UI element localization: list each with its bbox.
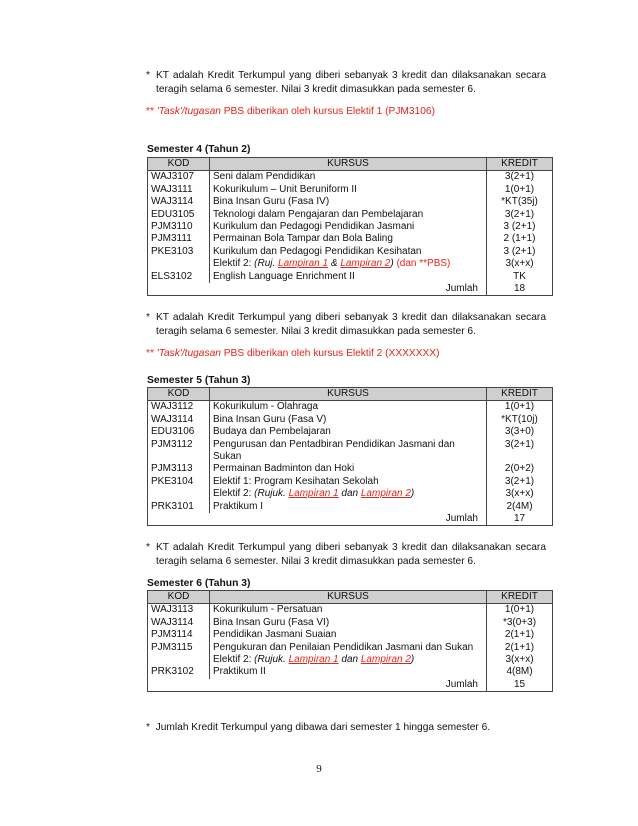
course-name: Pendidikan Jasmani Suaian [210, 629, 487, 641]
lampiran-2-link[interactable]: Lampiran 2 [360, 488, 411, 500]
table-row [148, 604, 553, 617]
note-star: * [146, 312, 150, 323]
table-header-row [148, 591, 553, 604]
course-code: PKE3104 [148, 476, 210, 488]
course-name: Kokurikulum - Persatuan [210, 604, 487, 617]
course-code [148, 654, 210, 666]
course-credit: 3(2+1) [487, 171, 553, 184]
total-row [148, 513, 553, 526]
course-credit: 1(0+1) [487, 604, 553, 617]
kt-note-2 [146, 311, 546, 339]
elective-prefix: Elektif 2: [213, 488, 255, 500]
total-value: 15 [487, 679, 553, 692]
course-code: PKE3103 [148, 246, 210, 258]
elective-reference: (Rujuk. Lampiran 1 dan Lampiran 2) [254, 488, 415, 500]
course-code [148, 488, 210, 500]
elective-name [210, 654, 487, 666]
course-name: Teknologi dalam Pengajaran dan Pembelajaran [210, 209, 487, 221]
semester-4-table [147, 157, 553, 296]
lampiran-2-link[interactable]: Lampiran 2 [360, 654, 411, 666]
pbs-task: 'Task'/tugasan [156, 106, 221, 117]
total-label: Jumlah [148, 513, 487, 526]
course-name: Praktikum I [210, 501, 487, 513]
col-kod: KOD [148, 388, 210, 401]
elective-reference: (Rujuk. Lampiran 1 dan Lampiran 2) [254, 654, 415, 666]
kt-note-text: KT adalah Kredit Terkumpul yang diberi sebanyak 3 kredit dan dilaksanakan secara teragih selama 6 semester. Nilai 3 kredit dimasukkan pada semester 6. [156, 542, 546, 567]
course-name: Bina Insan Guru (Fasa IV) [210, 196, 487, 208]
footnote-star: * [146, 722, 150, 733]
course-credit: 3(2+1) [487, 476, 553, 488]
course-code: WAJ3111 [148, 184, 210, 196]
course-credit: 3 (2+1) [487, 221, 553, 233]
pbs-label: (dan **PBS) [393, 258, 451, 270]
footnote-text: Jumlah Kredit Terkumpul yang dibawa dari semester 1 hingga semester 6. [155, 722, 491, 733]
course-code: PJM3110 [148, 221, 210, 233]
elective-row [148, 654, 553, 666]
course-name: Permainan Bola Tampar dan Bola Baling [210, 233, 487, 245]
elective-credit: 3(x+x) [487, 488, 553, 500]
course-credit: 1(0+1) [487, 184, 553, 196]
course-name: Elektif 1: Program Kesihatan Sekolah [210, 476, 487, 488]
course-credit: 3(2+1) [487, 209, 553, 221]
col-kredit: KREDIT [487, 388, 553, 401]
course-code: WAJ3114 [148, 196, 210, 208]
footnote [146, 722, 490, 733]
table-row [148, 629, 553, 641]
kt-note-1 [146, 69, 546, 97]
kt-note-text: KT adalah Kredit Terkumpul yang diberi sebanyak 3 kredit dan dilaksanakan secara teragih selama 6 semester. Nilai 3 kredit dimasukkan pada semester 6. [156, 70, 546, 95]
course-credit: 1(0+1) [487, 401, 553, 414]
course-name: English Language Enrichment II [210, 271, 487, 283]
course-code: WAJ3113 [148, 604, 210, 617]
total-value: 17 [487, 513, 553, 526]
pbs-note-1 [146, 106, 435, 117]
course-code: EDU3105 [148, 209, 210, 221]
course-credit: 2(1+1) [487, 642, 553, 654]
course-code: WAJ3114 [148, 414, 210, 426]
course-name: Permainan Badminton dan Hoki [210, 463, 487, 475]
kt-note-text: KT adalah Kredit Terkumpul yang diberi sebanyak 3 kredit dan dilaksanakan secara teragih selama 6 semester. Nilai 3 kredit dimasukkan pada semester 6. [156, 312, 546, 337]
elective-name [210, 488, 487, 500]
semester-5-title: Semester 5 (Tahun 3) [147, 375, 251, 386]
pbs-note-2 [146, 348, 439, 359]
course-credit: 4(8M) [487, 666, 553, 678]
course-code: ELS3102 [148, 271, 210, 283]
col-kredit: KREDIT [487, 158, 553, 171]
elective-credit: 3(x+x) [487, 258, 553, 270]
table-row [148, 414, 553, 426]
elective-credit: 3(x+x) [487, 654, 553, 666]
course-name: Bina Insan Guru (Fasa V) [210, 414, 487, 426]
course-name: Seni dalam Pendidikan [210, 171, 487, 184]
table-row [148, 439, 553, 464]
table-row [148, 233, 553, 245]
table-row [148, 246, 553, 258]
total-value: 18 [487, 283, 553, 296]
elective-reference: (Ruj. Lampiran 1 & Lampiran 2) [254, 258, 394, 270]
elective-name [210, 258, 487, 270]
table-row [148, 171, 553, 184]
course-credit: 2 (1+1) [487, 233, 553, 245]
elective-prefix: Elektif 2: [213, 654, 255, 666]
course-code: PJM3111 [148, 233, 210, 245]
kt-note-3 [146, 541, 546, 569]
elective-prefix: Elektif 2: [213, 258, 255, 270]
pbs-task: 'Task'/tugasan [156, 348, 221, 359]
col-kredit: KREDIT [487, 591, 553, 604]
table-row [148, 196, 553, 208]
table-header-row [148, 388, 553, 401]
col-kod: KOD [148, 591, 210, 604]
course-name: Kokurikulum - Olahraga [210, 401, 487, 414]
course-code: PJM3114 [148, 629, 210, 641]
total-label: Jumlah [148, 679, 487, 692]
table-row [148, 617, 553, 629]
course-code: WAJ3112 [148, 401, 210, 414]
course-credit: 3(2+1) [487, 439, 553, 464]
pbs-rest: PBS diberikan oleh kursus Elektif 2 (XXXXXXX) [223, 348, 440, 359]
course-credit: TK [487, 271, 553, 283]
table-header-row [148, 158, 553, 171]
table-row [148, 209, 553, 221]
table-row [148, 501, 553, 513]
semester-4-rows [148, 171, 553, 296]
lampiran-1-link[interactable]: Lampiran 1 [288, 654, 339, 666]
course-code: PJM3115 [148, 642, 210, 654]
course-name: Kurikulum dan Pedagogi Pendidikan Jasmani [210, 221, 487, 233]
course-name: Kurikulum dan Pedagogi Pendidikan Kesihatan [210, 246, 487, 258]
course-credit: 3(3+0) [487, 426, 553, 438]
lampiran-1-link[interactable]: Lampiran 1 [288, 488, 339, 500]
course-name: Praktikum II [210, 666, 487, 678]
course-credit: *KT(35j) [487, 196, 553, 208]
course-name: Pengukuran dan Penilaian Pendidikan Jasmani dan Sukan [210, 642, 487, 654]
col-kursus: KURSUS [210, 591, 487, 604]
course-code: EDU3106 [148, 426, 210, 438]
course-credit: *3(0+3) [487, 617, 553, 629]
pbs-stars: ** [146, 106, 154, 117]
col-kursus: KURSUS [210, 388, 487, 401]
table-row [148, 221, 553, 233]
table-row [148, 666, 553, 678]
table-row [148, 476, 553, 488]
course-name: Pengurusan dan Pentadbiran Pendidikan Jasmani dan Sukan [210, 439, 487, 464]
note-star: * [146, 542, 150, 553]
table-row [148, 642, 553, 654]
course-name: Kokurikulum – Unit Beruniform II [210, 184, 487, 196]
semester-5-table [147, 387, 553, 526]
elective-row [148, 488, 553, 500]
course-code: WAJ3107 [148, 171, 210, 184]
elective-row [148, 258, 553, 270]
col-kursus: KURSUS [210, 158, 487, 171]
course-name: Bina Insan Guru (Fasa VI) [210, 617, 487, 629]
lampiran-2-link[interactable]: Lampiran 2 [340, 258, 391, 270]
semester-6-table [147, 590, 553, 692]
note-star: * [146, 70, 150, 81]
semester-5-rows [148, 401, 553, 526]
semester-6-title: Semester 6 (Tahun 3) [147, 578, 251, 589]
course-code: PRK3101 [148, 501, 210, 513]
course-credit: 2(4M) [487, 501, 553, 513]
page-number: 9 [316, 763, 322, 775]
table-row [148, 463, 553, 475]
pbs-rest: PBS diberikan oleh kursus Elektif 1 (PJM3106) [223, 106, 435, 117]
course-credit: 2(0+2) [487, 463, 553, 475]
table-row [148, 401, 553, 414]
course-credit: *KT(10j) [487, 414, 553, 426]
total-row [148, 679, 553, 692]
table-row [148, 426, 553, 438]
course-code: PJM3113 [148, 463, 210, 475]
total-label: Jumlah [148, 283, 487, 296]
course-credit: 2(1+1) [487, 629, 553, 641]
course-name: Budaya dan Pembelajaran [210, 426, 487, 438]
semester-6-rows [148, 604, 553, 692]
pbs-stars: ** [146, 348, 154, 359]
semester-4-title: Semester 4 (Tahun 2) [147, 144, 251, 155]
course-credit: 3 (2+1) [487, 246, 553, 258]
course-code: WAJ3114 [148, 617, 210, 629]
table-row [148, 184, 553, 196]
course-code: PJM3112 [148, 439, 210, 464]
course-code [148, 258, 210, 270]
col-kod: KOD [148, 158, 210, 171]
total-row [148, 283, 553, 296]
lampiran-1-link[interactable]: Lampiran 1 [278, 258, 329, 270]
course-code: PRK3102 [148, 666, 210, 678]
table-row [148, 271, 553, 283]
